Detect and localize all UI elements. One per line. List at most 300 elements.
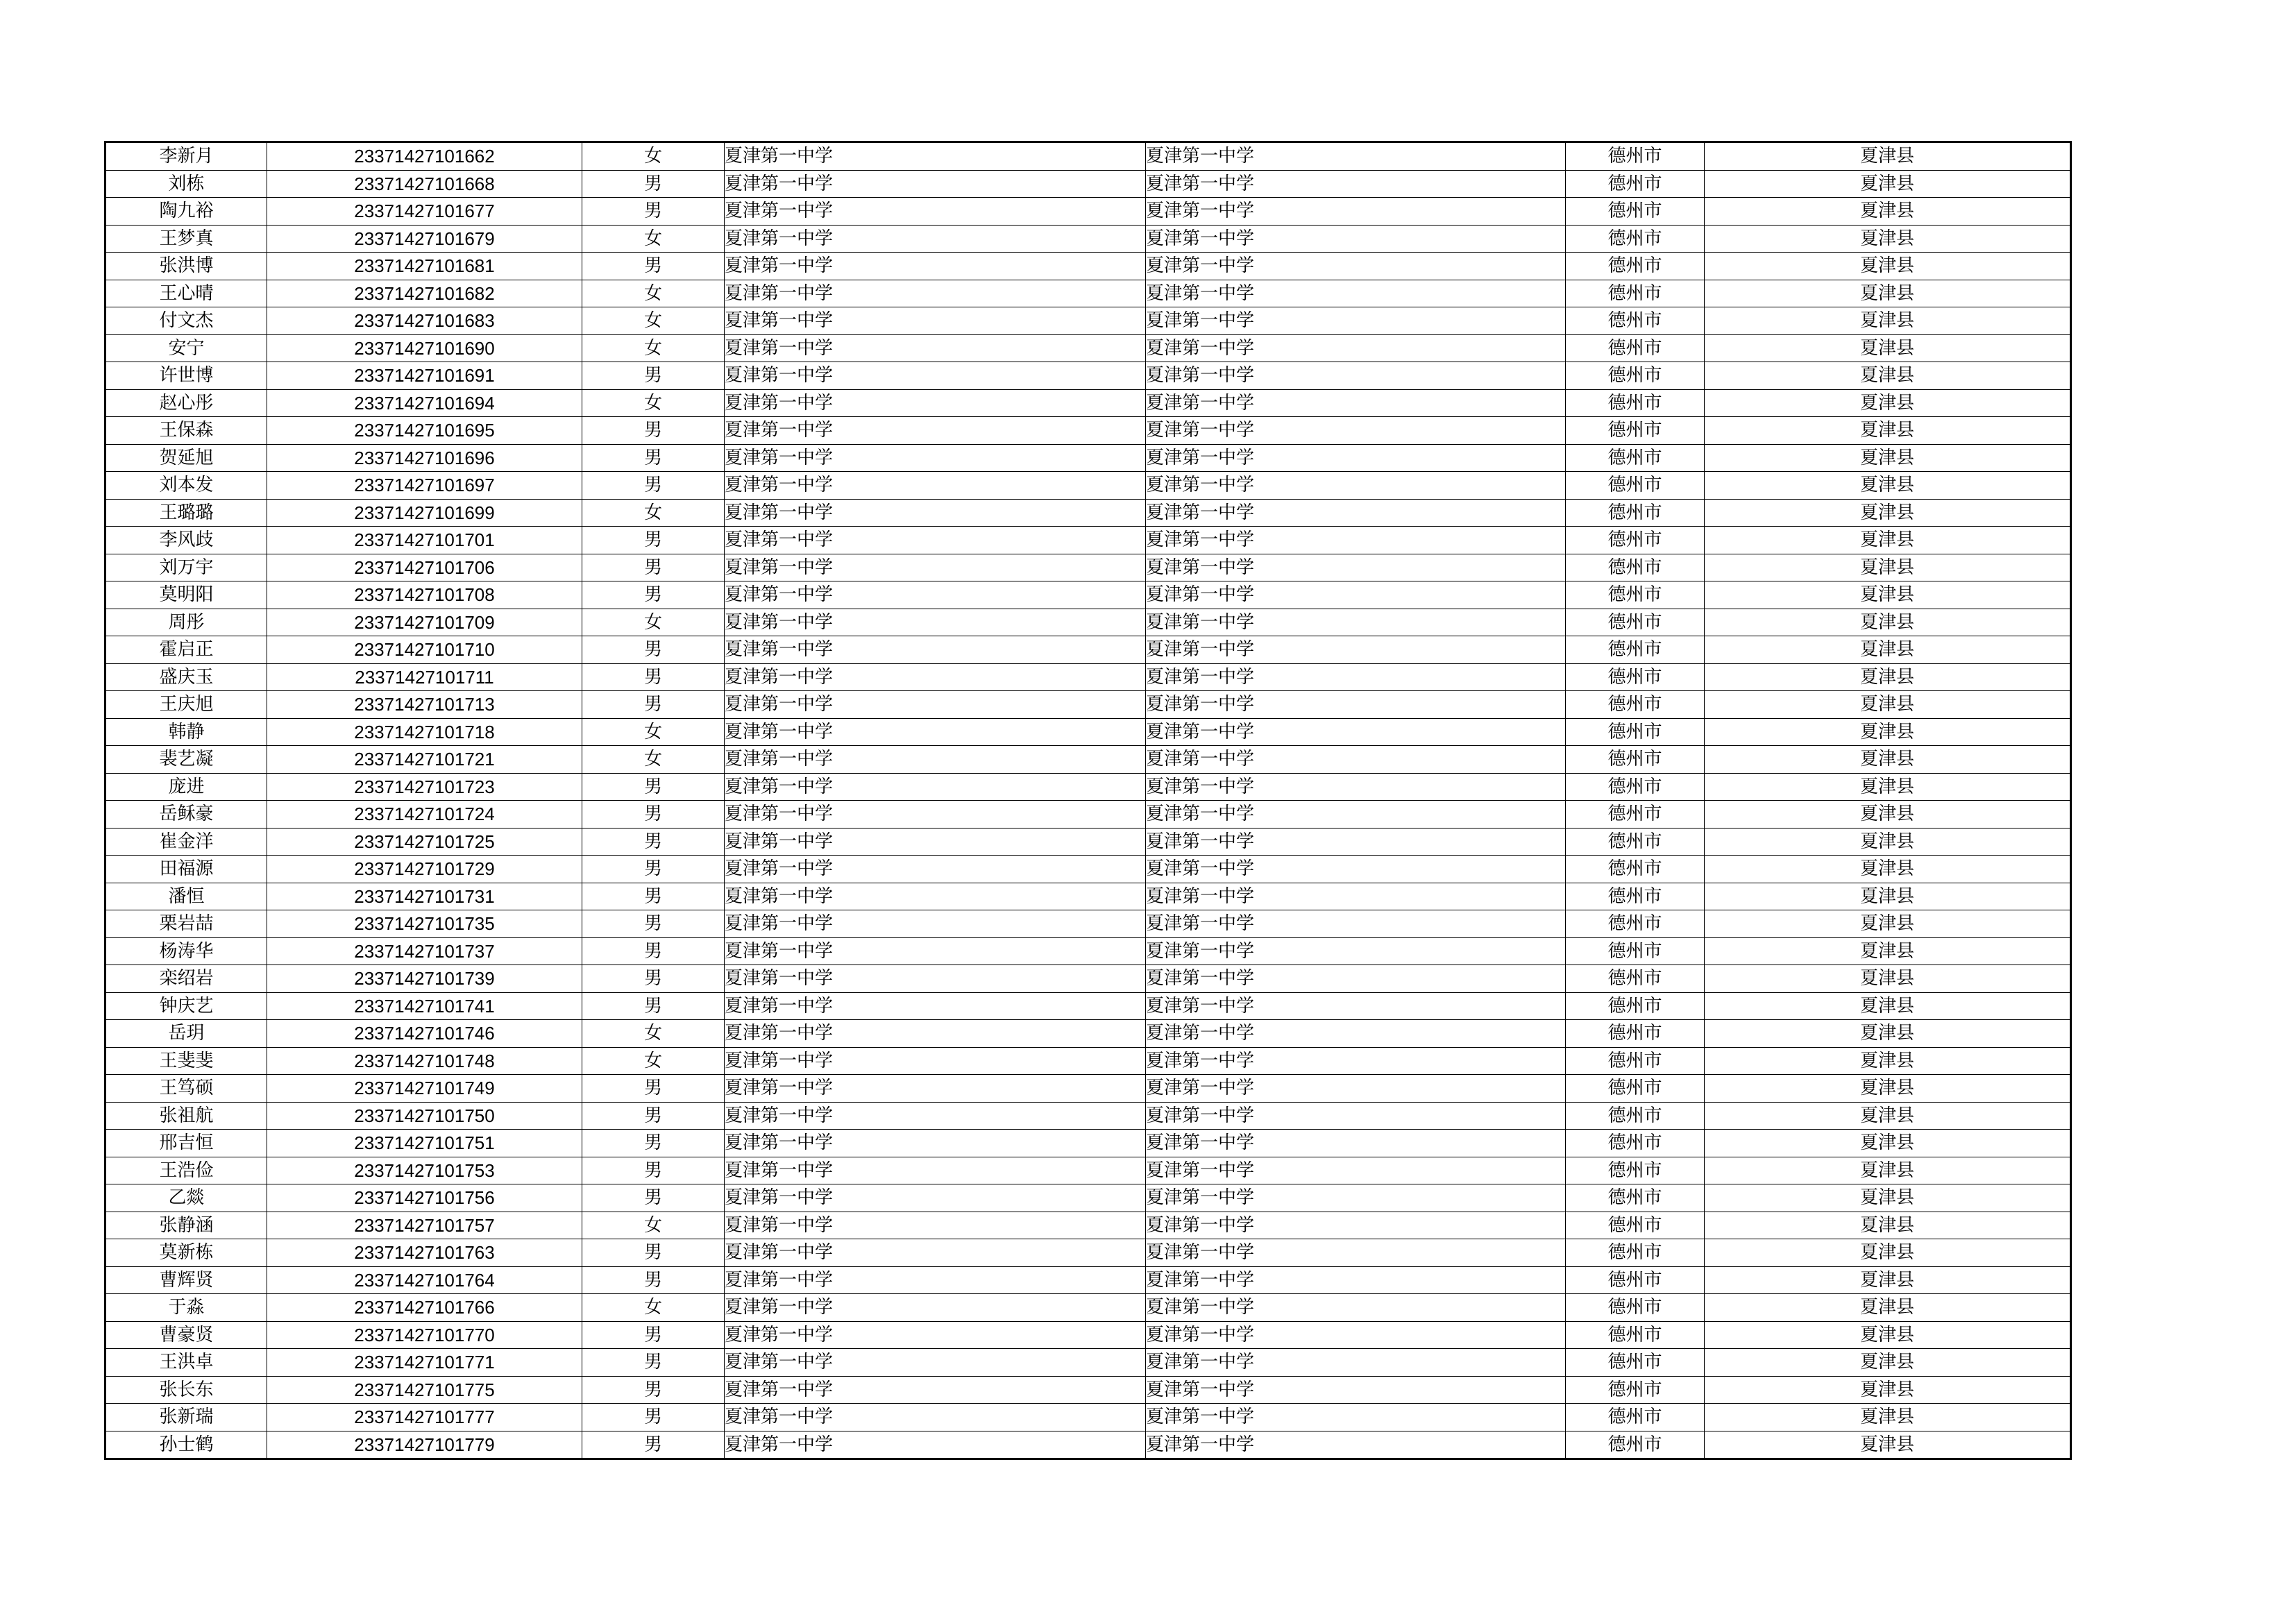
county-cell: 夏津县 (1705, 253, 2071, 280)
school-name-cell: 夏津第一中学 (725, 1075, 1146, 1103)
table-row (105, 334, 2071, 362)
gender-cell: 男 (582, 1157, 725, 1184)
student-name-cell: 岳玥 (105, 1020, 267, 1048)
school-name-cell: 夏津第一中学 (725, 334, 1146, 362)
table-row (105, 307, 2071, 335)
exam-site-cell: 夏津第一中学 (1146, 636, 1566, 664)
student-name-cell: 王庆旭 (105, 691, 267, 719)
city-cell: 德州市 (1566, 334, 1705, 362)
exam-site-cell: 夏津第一中学 (1146, 801, 1566, 829)
candidate-number-cell: 23371427101724 (267, 801, 582, 829)
city-cell: 德州市 (1566, 1184, 1705, 1212)
gender-cell: 男 (582, 636, 725, 664)
city-cell: 德州市 (1566, 554, 1705, 581)
school-name-cell: 夏津第一中学 (725, 253, 1146, 280)
candidate-number-cell: 23371427101721 (267, 746, 582, 774)
table-row (105, 389, 2071, 417)
candidate-number-cell: 23371427101668 (267, 170, 582, 198)
table-row (105, 1020, 2071, 1048)
county-cell: 夏津县 (1705, 910, 2071, 938)
exam-site-cell: 夏津第一中学 (1146, 992, 1566, 1020)
school-name-cell: 夏津第一中学 (725, 828, 1146, 856)
exam-site-cell: 夏津第一中学 (1146, 1075, 1566, 1103)
student-name-cell: 邢吉恒 (105, 1130, 267, 1157)
candidate-number-cell: 23371427101750 (267, 1102, 582, 1130)
table-row (105, 1075, 2071, 1103)
gender-cell: 男 (582, 801, 725, 829)
student-name-cell: 王浩俭 (105, 1157, 267, 1184)
school-name-cell: 夏津第一中学 (725, 1212, 1146, 1239)
gender-cell: 男 (582, 910, 725, 938)
county-cell: 夏津县 (1705, 499, 2071, 527)
candidate-number-cell: 23371427101753 (267, 1157, 582, 1184)
exam-site-cell: 夏津第一中学 (1146, 307, 1566, 335)
county-cell: 夏津县 (1705, 198, 2071, 226)
exam-site-cell: 夏津第一中学 (1146, 1130, 1566, 1157)
gender-cell: 女 (582, 307, 725, 335)
table-row (105, 1266, 2071, 1294)
student-name-cell: 王保森 (105, 417, 267, 445)
city-cell: 德州市 (1566, 773, 1705, 801)
gender-cell: 女 (582, 1294, 725, 1322)
exam-site-cell: 夏津第一中学 (1146, 170, 1566, 198)
city-cell: 德州市 (1566, 883, 1705, 910)
table-row (105, 472, 2071, 500)
student-name-cell: 曹豪贤 (105, 1321, 267, 1349)
county-cell: 夏津县 (1705, 362, 2071, 390)
county-cell: 夏津县 (1705, 1047, 2071, 1075)
student-name-cell: 乙燚 (105, 1184, 267, 1212)
county-cell: 夏津县 (1705, 1294, 2071, 1322)
candidate-number-cell: 23371427101706 (267, 554, 582, 581)
city-cell: 德州市 (1566, 1349, 1705, 1377)
table-row (105, 1239, 2071, 1267)
county-cell: 夏津县 (1705, 691, 2071, 719)
school-name-cell: 夏津第一中学 (725, 937, 1146, 965)
city-cell: 德州市 (1566, 225, 1705, 253)
exam-site-cell: 夏津第一中学 (1146, 499, 1566, 527)
exam-site-cell: 夏津第一中学 (1146, 828, 1566, 856)
table-row (105, 992, 2071, 1020)
gender-cell: 女 (582, 1020, 725, 1048)
table-row (105, 801, 2071, 829)
candidate-number-cell: 23371427101764 (267, 1266, 582, 1294)
candidate-number-cell: 23371427101708 (267, 581, 582, 609)
student-roster-table (104, 141, 2072, 1460)
table-row (105, 1102, 2071, 1130)
exam-site-cell: 夏津第一中学 (1146, 280, 1566, 307)
county-cell: 夏津县 (1705, 1157, 2071, 1184)
student-name-cell: 贺延旭 (105, 444, 267, 472)
county-cell: 夏津县 (1705, 663, 2071, 691)
county-cell: 夏津县 (1705, 856, 2071, 883)
exam-site-cell: 夏津第一中学 (1146, 1321, 1566, 1349)
gender-cell: 男 (582, 417, 725, 445)
candidate-number-cell: 23371427101751 (267, 1130, 582, 1157)
city-cell: 德州市 (1566, 801, 1705, 829)
candidate-number-cell: 23371427101709 (267, 609, 582, 636)
candidate-number-cell: 23371427101677 (267, 198, 582, 226)
exam-site-cell: 夏津第一中学 (1146, 198, 1566, 226)
student-name-cell: 莫明阳 (105, 581, 267, 609)
table-row (105, 856, 2071, 883)
school-name-cell: 夏津第一中学 (725, 1047, 1146, 1075)
gender-cell: 男 (582, 1130, 725, 1157)
student-name-cell: 周彤 (105, 609, 267, 636)
county-cell: 夏津县 (1705, 1266, 2071, 1294)
table-row (105, 198, 2071, 226)
county-cell: 夏津县 (1705, 718, 2071, 746)
county-cell: 夏津县 (1705, 1020, 2071, 1048)
county-cell: 夏津县 (1705, 937, 2071, 965)
gender-cell: 男 (582, 581, 725, 609)
student-name-cell: 孙士鹤 (105, 1431, 267, 1459)
student-name-cell: 李新月 (105, 142, 267, 171)
gender-cell: 男 (582, 253, 725, 280)
school-name-cell: 夏津第一中学 (725, 801, 1146, 829)
gender-cell: 男 (582, 198, 725, 226)
city-cell: 德州市 (1566, 1404, 1705, 1431)
exam-site-cell: 夏津第一中学 (1146, 773, 1566, 801)
table-row (105, 280, 2071, 307)
city-cell: 德州市 (1566, 307, 1705, 335)
candidate-number-cell: 23371427101770 (267, 1321, 582, 1349)
school-name-cell: 夏津第一中学 (725, 527, 1146, 554)
table-row (105, 444, 2071, 472)
school-name-cell: 夏津第一中学 (725, 636, 1146, 664)
city-cell: 德州市 (1566, 1102, 1705, 1130)
school-name-cell: 夏津第一中学 (725, 444, 1146, 472)
county-cell: 夏津县 (1705, 1239, 2071, 1267)
county-cell: 夏津县 (1705, 142, 2071, 171)
candidate-number-cell: 23371427101741 (267, 992, 582, 1020)
gender-cell: 男 (582, 1102, 725, 1130)
gender-cell: 女 (582, 142, 725, 171)
exam-site-cell: 夏津第一中学 (1146, 1349, 1566, 1377)
student-name-cell: 许世博 (105, 362, 267, 390)
candidate-number-cell: 23371427101749 (267, 1075, 582, 1103)
table-row (105, 527, 2071, 554)
exam-site-cell: 夏津第一中学 (1146, 581, 1566, 609)
roster-sheet (104, 141, 2070, 1460)
candidate-number-cell: 23371427101696 (267, 444, 582, 472)
city-cell: 德州市 (1566, 444, 1705, 472)
gender-cell: 女 (582, 1047, 725, 1075)
table-row (105, 828, 2071, 856)
county-cell: 夏津县 (1705, 883, 2071, 910)
exam-site-cell: 夏津第一中学 (1146, 1157, 1566, 1184)
county-cell: 夏津县 (1705, 417, 2071, 445)
school-name-cell: 夏津第一中学 (725, 1404, 1146, 1431)
student-name-cell: 钟庆艺 (105, 992, 267, 1020)
student-name-cell: 裴艺凝 (105, 746, 267, 774)
student-name-cell: 李风歧 (105, 527, 267, 554)
exam-site-cell: 夏津第一中学 (1146, 225, 1566, 253)
candidate-number-cell: 23371427101723 (267, 773, 582, 801)
city-cell: 德州市 (1566, 527, 1705, 554)
student-name-cell: 王笃硕 (105, 1075, 267, 1103)
candidate-number-cell: 23371427101701 (267, 527, 582, 554)
gender-cell: 男 (582, 554, 725, 581)
table-row (105, 1404, 2071, 1431)
county-cell: 夏津县 (1705, 444, 2071, 472)
exam-site-cell: 夏津第一中学 (1146, 142, 1566, 171)
student-name-cell: 曹辉贤 (105, 1266, 267, 1294)
city-cell: 德州市 (1566, 1266, 1705, 1294)
table-row (105, 718, 2071, 746)
table-row (105, 1349, 2071, 1377)
city-cell: 德州市 (1566, 910, 1705, 938)
gender-cell: 男 (582, 691, 725, 719)
student-name-cell: 张祖航 (105, 1102, 267, 1130)
city-cell: 德州市 (1566, 417, 1705, 445)
exam-site-cell: 夏津第一中学 (1146, 718, 1566, 746)
city-cell: 德州市 (1566, 1294, 1705, 1322)
city-cell: 德州市 (1566, 472, 1705, 500)
gender-cell: 男 (582, 1404, 725, 1431)
school-name-cell: 夏津第一中学 (725, 883, 1146, 910)
county-cell: 夏津县 (1705, 1130, 2071, 1157)
school-name-cell: 夏津第一中学 (725, 581, 1146, 609)
student-name-cell: 莫新栋 (105, 1239, 267, 1267)
table-row (105, 499, 2071, 527)
city-cell: 德州市 (1566, 389, 1705, 417)
candidate-number-cell: 23371427101777 (267, 1404, 582, 1431)
candidate-number-cell: 23371427101771 (267, 1349, 582, 1377)
student-name-cell: 杨涛华 (105, 937, 267, 965)
table-row (105, 1431, 2071, 1459)
table-row (105, 1047, 2071, 1075)
student-name-cell: 刘万宇 (105, 554, 267, 581)
school-name-cell: 夏津第一中学 (725, 1130, 1146, 1157)
city-cell: 德州市 (1566, 718, 1705, 746)
gender-cell: 男 (582, 1349, 725, 1377)
table-row (105, 609, 2071, 636)
student-name-cell: 岳稣豪 (105, 801, 267, 829)
school-name-cell: 夏津第一中学 (725, 1266, 1146, 1294)
student-name-cell: 崔金洋 (105, 828, 267, 856)
table-row (105, 417, 2071, 445)
exam-site-cell: 夏津第一中学 (1146, 1266, 1566, 1294)
school-name-cell: 夏津第一中学 (725, 499, 1146, 527)
city-cell: 德州市 (1566, 965, 1705, 993)
exam-site-cell: 夏津第一中学 (1146, 937, 1566, 965)
school-name-cell: 夏津第一中学 (725, 1294, 1146, 1322)
city-cell: 德州市 (1566, 581, 1705, 609)
county-cell: 夏津县 (1705, 472, 2071, 500)
student-name-cell: 王斐斐 (105, 1047, 267, 1075)
table-row (105, 1376, 2071, 1404)
table-row (105, 554, 2071, 581)
candidate-number-cell: 23371427101748 (267, 1047, 582, 1075)
student-name-cell: 陶九裕 (105, 198, 267, 226)
exam-site-cell: 夏津第一中学 (1146, 910, 1566, 938)
candidate-number-cell: 23371427101691 (267, 362, 582, 390)
exam-site-cell: 夏津第一中学 (1146, 1212, 1566, 1239)
city-cell: 德州市 (1566, 170, 1705, 198)
city-cell: 德州市 (1566, 1239, 1705, 1267)
candidate-number-cell: 23371427101757 (267, 1212, 582, 1239)
candidate-number-cell: 23371427101725 (267, 828, 582, 856)
student-name-cell: 王洪卓 (105, 1349, 267, 1377)
table-row (105, 746, 2071, 774)
candidate-number-cell: 23371427101711 (267, 663, 582, 691)
exam-site-cell: 夏津第一中学 (1146, 472, 1566, 500)
exam-site-cell: 夏津第一中学 (1146, 856, 1566, 883)
city-cell: 德州市 (1566, 1047, 1705, 1075)
school-name-cell: 夏津第一中学 (725, 746, 1146, 774)
county-cell: 夏津县 (1705, 965, 2071, 993)
student-name-cell: 庞进 (105, 773, 267, 801)
table-row (105, 937, 2071, 965)
county-cell: 夏津县 (1705, 992, 2071, 1020)
county-cell: 夏津县 (1705, 801, 2071, 829)
exam-site-cell: 夏津第一中学 (1146, 1047, 1566, 1075)
city-cell: 德州市 (1566, 280, 1705, 307)
candidate-number-cell: 23371427101683 (267, 307, 582, 335)
table-row (105, 773, 2071, 801)
table-row (105, 142, 2071, 171)
county-cell: 夏津县 (1705, 746, 2071, 774)
exam-site-cell: 夏津第一中学 (1146, 417, 1566, 445)
gender-cell: 女 (582, 609, 725, 636)
table-row (105, 663, 2071, 691)
county-cell: 夏津县 (1705, 170, 2071, 198)
candidate-number-cell: 23371427101779 (267, 1431, 582, 1459)
gender-cell: 男 (582, 1239, 725, 1267)
school-name-cell: 夏津第一中学 (725, 1376, 1146, 1404)
school-name-cell: 夏津第一中学 (725, 142, 1146, 171)
exam-site-cell: 夏津第一中学 (1146, 362, 1566, 390)
gender-cell: 男 (582, 1266, 725, 1294)
student-name-cell: 王心晴 (105, 280, 267, 307)
candidate-number-cell: 23371427101713 (267, 691, 582, 719)
school-name-cell: 夏津第一中学 (725, 1349, 1146, 1377)
exam-site-cell: 夏津第一中学 (1146, 883, 1566, 910)
student-name-cell: 韩静 (105, 718, 267, 746)
school-name-cell: 夏津第一中学 (725, 198, 1146, 226)
gender-cell: 女 (582, 746, 725, 774)
student-name-cell: 霍启正 (105, 636, 267, 664)
county-cell: 夏津县 (1705, 1349, 2071, 1377)
candidate-number-cell: 23371427101729 (267, 856, 582, 883)
exam-site-cell: 夏津第一中学 (1146, 253, 1566, 280)
student-name-cell: 张长东 (105, 1376, 267, 1404)
school-name-cell: 夏津第一中学 (725, 663, 1146, 691)
city-cell: 德州市 (1566, 636, 1705, 664)
city-cell: 德州市 (1566, 746, 1705, 774)
exam-site-cell: 夏津第一中学 (1146, 1184, 1566, 1212)
student-name-cell: 王梦真 (105, 225, 267, 253)
gender-cell: 女 (582, 280, 725, 307)
candidate-number-cell: 23371427101699 (267, 499, 582, 527)
exam-site-cell: 夏津第一中学 (1146, 1376, 1566, 1404)
candidate-number-cell: 23371427101746 (267, 1020, 582, 1048)
student-name-cell: 张新瑞 (105, 1404, 267, 1431)
county-cell: 夏津县 (1705, 1404, 2071, 1431)
roster-body (105, 142, 2071, 1459)
county-cell: 夏津县 (1705, 1376, 2071, 1404)
county-cell: 夏津县 (1705, 307, 2071, 335)
exam-site-cell: 夏津第一中学 (1146, 609, 1566, 636)
candidate-number-cell: 23371427101662 (267, 142, 582, 171)
city-cell: 德州市 (1566, 1157, 1705, 1184)
school-name-cell: 夏津第一中学 (725, 280, 1146, 307)
student-name-cell: 刘栋 (105, 170, 267, 198)
table-row (105, 1130, 2071, 1157)
exam-site-cell: 夏津第一中学 (1146, 1239, 1566, 1267)
student-name-cell: 栗岩喆 (105, 910, 267, 938)
candidate-number-cell: 23371427101681 (267, 253, 582, 280)
school-name-cell: 夏津第一中学 (725, 225, 1146, 253)
school-name-cell: 夏津第一中学 (725, 1239, 1146, 1267)
city-cell: 德州市 (1566, 1020, 1705, 1048)
school-name-cell: 夏津第一中学 (725, 1321, 1146, 1349)
table-row (105, 965, 2071, 993)
county-cell: 夏津县 (1705, 1212, 2071, 1239)
gender-cell: 女 (582, 389, 725, 417)
student-name-cell: 王璐璐 (105, 499, 267, 527)
table-row (105, 253, 2071, 280)
candidate-number-cell: 23371427101735 (267, 910, 582, 938)
table-row (105, 636, 2071, 664)
city-cell: 德州市 (1566, 1212, 1705, 1239)
school-name-cell: 夏津第一中学 (725, 554, 1146, 581)
exam-site-cell: 夏津第一中学 (1146, 1020, 1566, 1048)
candidate-number-cell: 23371427101731 (267, 883, 582, 910)
candidate-number-cell: 23371427101737 (267, 937, 582, 965)
gender-cell: 女 (582, 334, 725, 362)
city-cell: 德州市 (1566, 992, 1705, 1020)
candidate-number-cell: 23371427101756 (267, 1184, 582, 1212)
student-name-cell: 刘本发 (105, 472, 267, 500)
table-row (105, 581, 2071, 609)
table-row (105, 1157, 2071, 1184)
candidate-number-cell: 23371427101695 (267, 417, 582, 445)
candidate-number-cell: 23371427101679 (267, 225, 582, 253)
gender-cell: 男 (582, 937, 725, 965)
gender-cell: 男 (582, 992, 725, 1020)
school-name-cell: 夏津第一中学 (725, 910, 1146, 938)
table-row (105, 910, 2071, 938)
table-row (105, 1184, 2071, 1212)
candidate-number-cell: 23371427101694 (267, 389, 582, 417)
exam-site-cell: 夏津第一中学 (1146, 444, 1566, 472)
table-row (105, 1212, 2071, 1239)
gender-cell: 男 (582, 362, 725, 390)
gender-cell: 男 (582, 444, 725, 472)
gender-cell: 女 (582, 225, 725, 253)
student-name-cell: 于淼 (105, 1294, 267, 1322)
county-cell: 夏津县 (1705, 609, 2071, 636)
county-cell: 夏津县 (1705, 828, 2071, 856)
exam-site-cell: 夏津第一中学 (1146, 1431, 1566, 1459)
county-cell: 夏津县 (1705, 581, 2071, 609)
exam-site-cell: 夏津第一中学 (1146, 1102, 1566, 1130)
county-cell: 夏津县 (1705, 1075, 2071, 1103)
school-name-cell: 夏津第一中学 (725, 1020, 1146, 1048)
county-cell: 夏津县 (1705, 773, 2071, 801)
gender-cell: 男 (582, 965, 725, 993)
exam-site-cell: 夏津第一中学 (1146, 746, 1566, 774)
city-cell: 德州市 (1566, 198, 1705, 226)
city-cell: 德州市 (1566, 142, 1705, 171)
student-name-cell: 潘恒 (105, 883, 267, 910)
gender-cell: 男 (582, 773, 725, 801)
student-name-cell: 田福源 (105, 856, 267, 883)
county-cell: 夏津县 (1705, 1102, 2071, 1130)
county-cell: 夏津县 (1705, 225, 2071, 253)
